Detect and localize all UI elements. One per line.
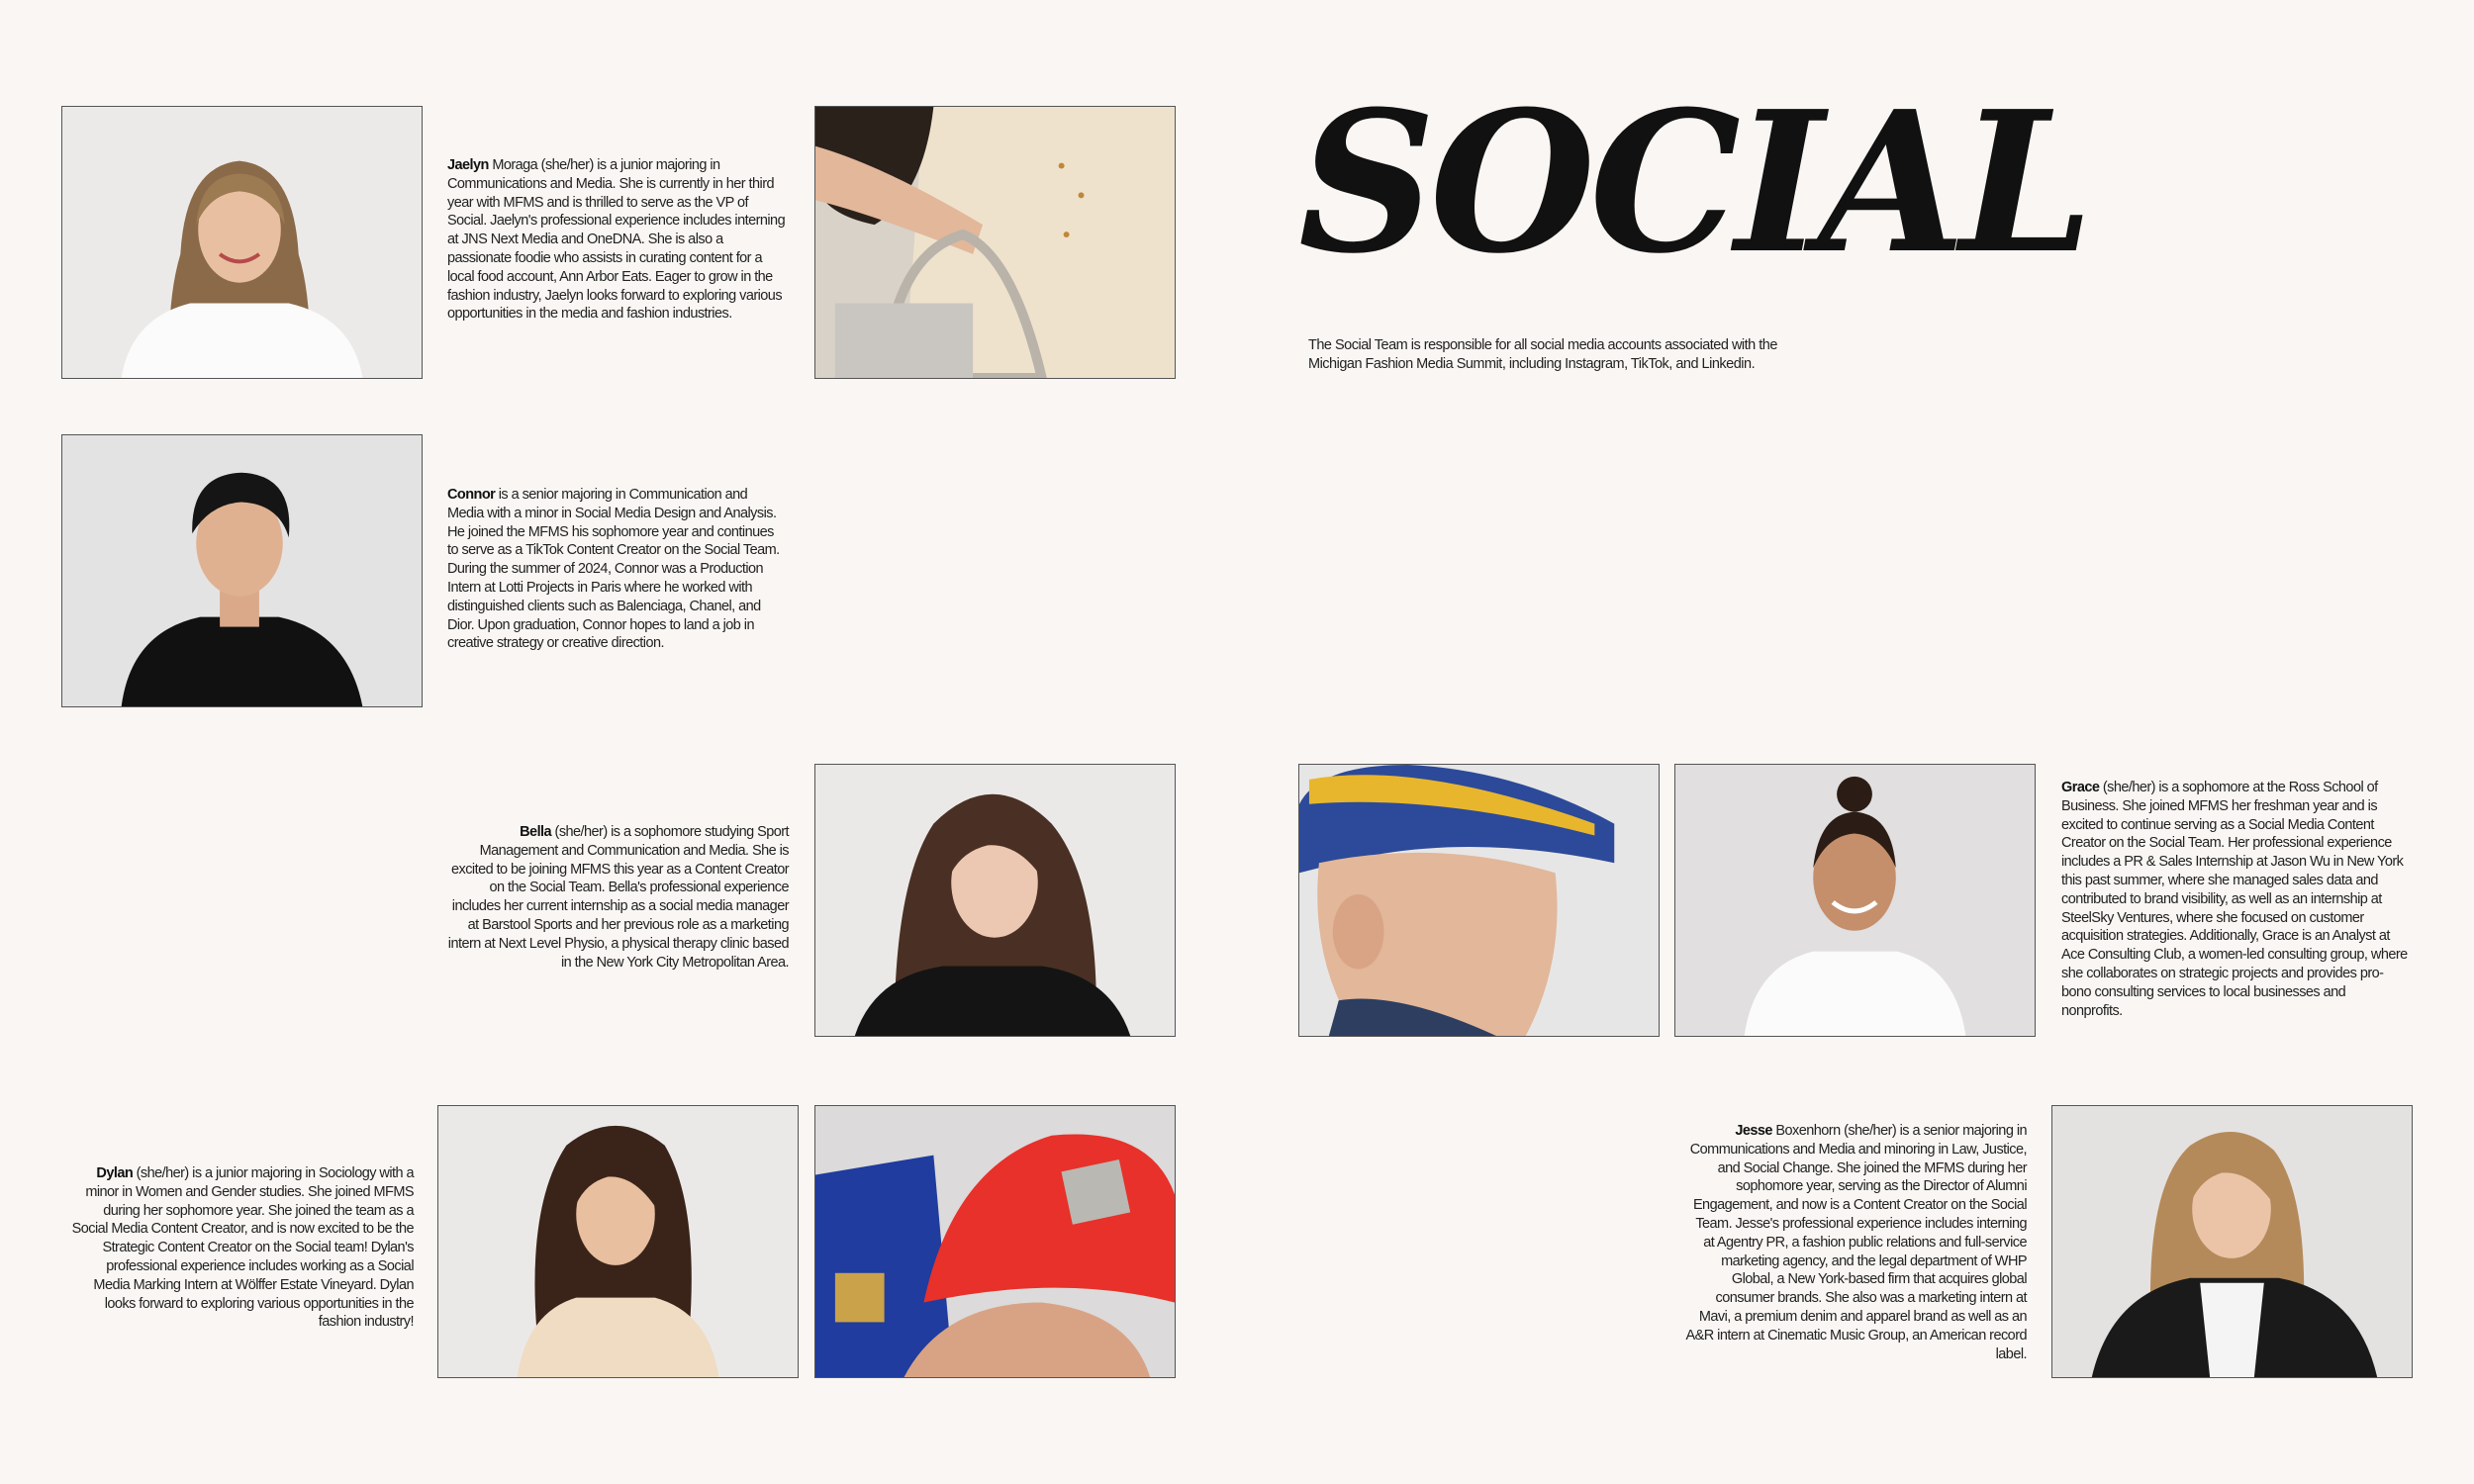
photo-blue-yellow-cap — [1298, 764, 1660, 1037]
team-intro: The Social Team is responsible for all social media accounts associated with the Michigan Fashion Media Summit, including Instagram, TikTok, and Linkedin. — [1308, 337, 1777, 372]
member-name: Jesse — [1735, 1123, 1772, 1139]
portrait-dylan — [437, 1105, 799, 1378]
photo-red-carhartt-cap — [814, 1105, 1176, 1378]
portrait-jesse — [2051, 1105, 2413, 1378]
portrait-jaelyn — [61, 106, 423, 379]
member-name: Grace — [2061, 780, 2100, 795]
member-bio: (she/her) is a sophomore at the Ross School of Business. She joined MFMS her freshman year and is excited to continue serving as a Social Media Content Creator on the Social Team. Her professional experience includes a PR & Sales Internship at Jason Wu in New York this past summer, where she managed sales data and contributed to brand visibility, as well as an internship at SteelSky Ventures, where she focused on customer acquisition strategies. Additionally, Grace is an Analyst at Ace Consulting Club, a women-led consulting group, where she collaborates on strategic projects and provides pro-bono consulting services to local businesses and nonprofits. — [2061, 780, 2408, 1019]
member-bio: Boxenhorn (she/her) is a senior majoring in Communications and Media and minoring in Law, Justice, and Social Change. She joined the MFMS during her sophomore year, serving as the Director of Alumni Engagement, and now is a Content Creator on the Social Team. Jesse's professional experience includes interning at Agentry PR, a fashion public relations and full-service marketing agency, and the legal department of WHP Global, a New York-based firm that acquires global consumer brands. She also was a marketing intern at Mavi, a premium denim and apparel brand as well as an A&R intern at Cinematic Music Group, an American record label. — [1685, 1123, 2027, 1362]
bio-bella — [447, 823, 789, 972]
member-name: Connor — [447, 487, 496, 503]
portrait-connor — [61, 434, 423, 707]
bio-jesse — [1684, 1122, 2027, 1363]
member-bio: (she/her) is a junior majoring in Sociology with a minor in Women and Gender studies. She joined MFMS during her sophomore year. She joined the team as a Social Media Content Creator, and is now excited to be the Strategic Content Creator on the Social team! Dylan's professional experience includes working as a Social Media Marking Intern at Wölffer Estate Vineyard. Dylan looks forward to exploring various opportunities in the fashion industry! — [71, 1165, 414, 1331]
member-bio: Moraga (she/her) is a junior majoring in Communications and Media. She is currently in her third year with MFMS and is thrilled to serve as the VP of Social. Jaelyn's professional experience includes interning at JNS Next Media and OneDNA. She is also a passionate foodie who assists in curating content for a local food account, Ann Arbor Eats. Eager to grow in the fashion industry, Jaelyn looks forward to exploring various opportunities in the media and fashion industries. — [447, 157, 786, 323]
member-name: Jaelyn — [447, 157, 489, 173]
portrait-bella — [814, 764, 1176, 1037]
member-name: Dylan — [96, 1165, 134, 1181]
portrait-grace — [1674, 764, 2036, 1037]
bio-connor — [447, 486, 786, 653]
page-title: SOCIAL — [1298, 69, 2088, 297]
bio-jaelyn — [447, 156, 786, 324]
bio-grace — [2061, 779, 2408, 1020]
photo-sequin-handbag — [814, 106, 1176, 379]
member-bio: (she/her) is a sophomore studying Sport Management and Communication and Media. She is excited to be joining MFMS this year as a Content Creator on the Social Team. Bella's professional experience includes her current internship as a social media manager at Barstool Sports and her previous role as a marketing intern at Next Level Physio, a physical therapy clinic based in the New York City Metropolitan Area. — [447, 824, 789, 971]
bio-dylan — [71, 1164, 414, 1332]
member-bio: is a senior majoring in Communication and Media with a minor in Social Media Design and Analysis. He joined the MFMS his sophomore year and continues to serve as a TikTok Content Creator on the Social Team. During the summer of 2024, Connor was a Production Intern at Lotti Projects in Paris where he worked with distinguished clients such as Balenciaga, Chanel, and Dior. Upon graduation, Connor hopes to land a job in creative strategy or creative direction. — [447, 487, 780, 652]
member-name: Bella — [520, 824, 552, 840]
